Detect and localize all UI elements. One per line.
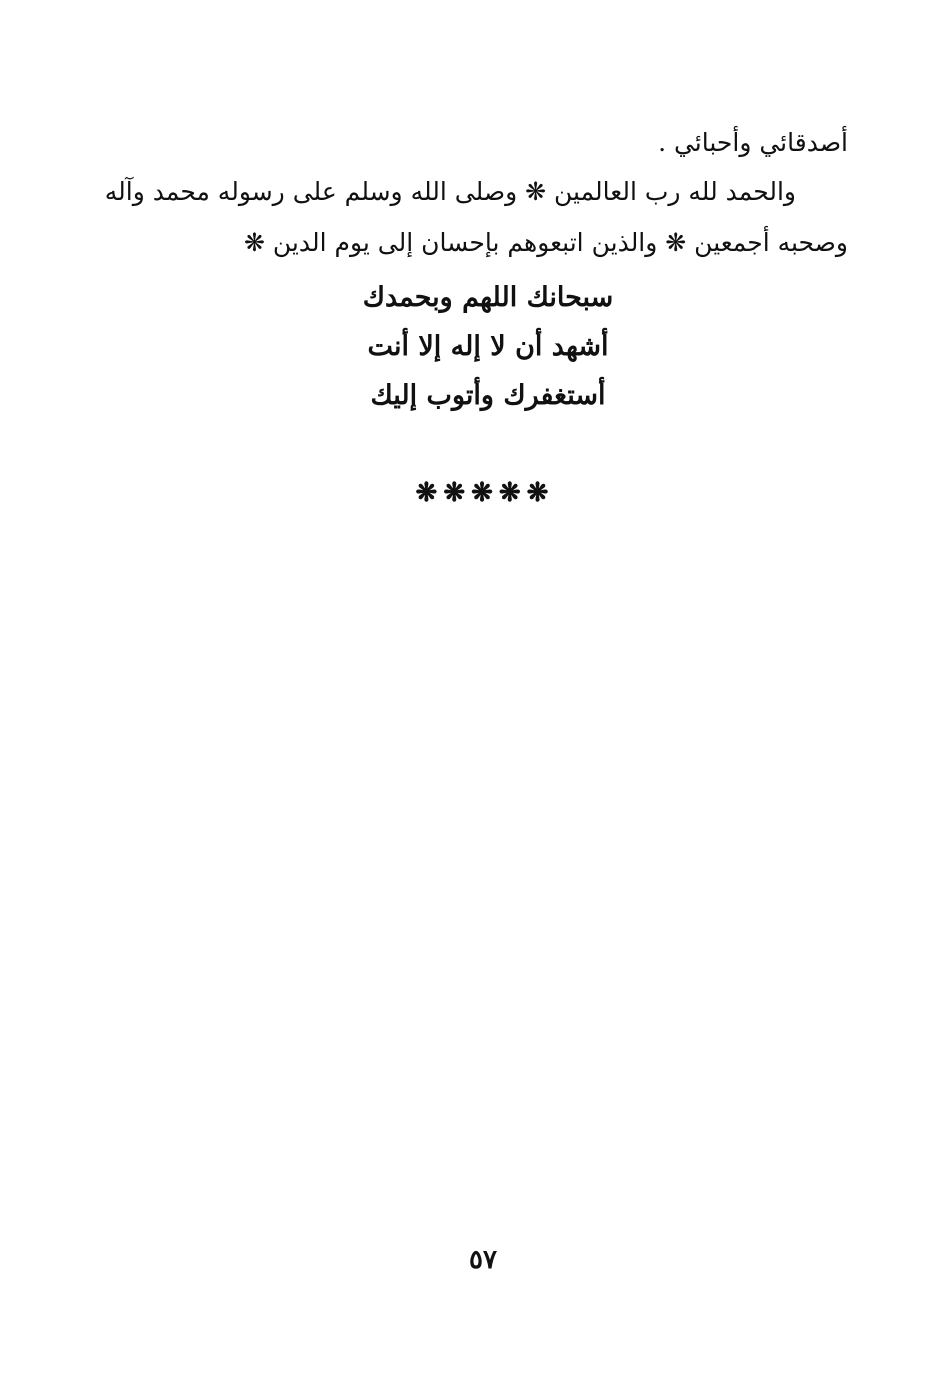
paragraph-line-2: والحمد لله رب العالمين ❋ وصلى الله وسلم على رسوله محمد وآله <box>104 177 796 206</box>
section-separator: ❋❋❋❋❋ <box>415 478 555 508</box>
prayer-line-1: سبحانك اللهم وبحمدك <box>362 282 614 313</box>
page-number: ٥٧ <box>469 1245 497 1275</box>
paragraph-line-1: أصدقائي وأحبائي . <box>658 128 848 157</box>
prayer-line-2: أشهد أن لا إله إلا أنت <box>367 331 609 362</box>
paragraph-line-3: وصحبه أجمعين ❋ والذين اتبعوهم بإحسان إلى يوم الدين ❋ <box>243 228 848 257</box>
prayer-line-3: أستغفرك وأتوب إليك <box>370 380 606 411</box>
